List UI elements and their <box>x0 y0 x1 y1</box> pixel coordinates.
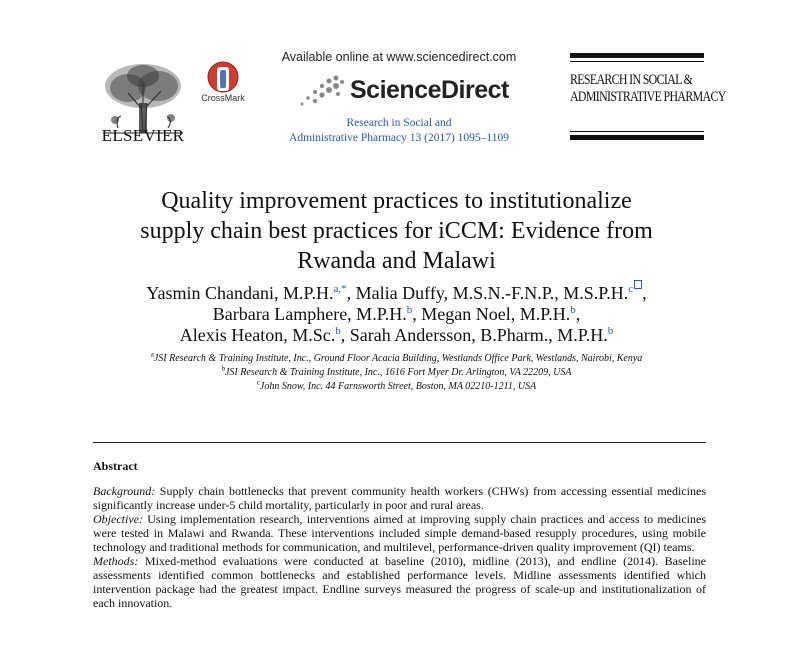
affiliation-item: $^a$JSI Research & Training Institute, Inc., Ground Floor Acacia Building, Westlands Office Park, Westlands, Nairobi, Kenya <box>150 350 643 364</box>
available-online-text[interactable]: Available online at www.sciencedirect.com <box>281 50 517 64</box>
journal-reference[interactable] <box>268 116 530 146</box>
abstract-heading: Abstract <box>93 459 138 473</box>
journal-masthead-title <box>570 72 726 106</box>
affiliation-list <box>60 352 733 394</box>
author-affil-link[interactable]: c <box>628 283 634 295</box>
author-affil-link[interactable]: b <box>607 325 614 337</box>
author-name: Yasmin Chandani, M.P.H. <box>146 283 334 303</box>
masthead-rule-top <box>570 53 704 58</box>
journal-ref-line2: Administrative Pharmacy 13 (2017) 1095–1109 <box>289 132 509 144</box>
affiliation-item: $^c$John Snow, Inc. 44 Farnsworth Street, Boston, MA 02210-1211, USA <box>256 378 537 392</box>
crossmark-label: CrossMark <box>201 93 245 103</box>
author-name: Barbara Lamphere, M.P.H. <box>212 304 407 324</box>
title-line-1: Quality improvement practices to institutionalize <box>161 188 632 214</box>
author-name: Megan Noel, M.P.H. <box>421 304 571 324</box>
publisher-name: ELSEVIER <box>101 126 185 145</box>
journal-masthead-line2: ADMINISTRATIVE PHARMACY <box>570 89 726 105</box>
abstract-methods: Methods: Mixed-method evaluations were conducted at baseline (2010), midline (2013), and endline (2014). Baseline assessments identified common bottlenecks and established performance levels. Midline assessments identified which intervention package had the greatest impact. Endline surveys measured the progress of scale-up and institutionalization of each innovation. <box>93 554 706 610</box>
author-affil-link[interactable]: b <box>335 325 341 337</box>
author-list: Yasmin Chandani, M.P.H.$^{a,*}$, Malia Duffy, M.S.N.-F.N.P., M.S.P.H.$^c$ , Barbara Lamphere, M.P.H.$^b$, Megan Noel, M.P.H.$^b$, Alexis Heaton, M.Sc.$^b$, Sarah Andersson, B.Pharm., M.P.H.$^b$ <box>60 283 733 346</box>
author-affil-link[interactable]: b <box>570 304 576 316</box>
section-divider <box>93 442 706 443</box>
masthead-rule-bottom-thin <box>570 131 704 132</box>
journal-masthead-line1: RESEARCH IN SOCIAL & <box>570 72 693 88</box>
abstract-background: Background: Supply chain bottlenecks that prevent community health workers (CHWs) from accessing essential medicines significantly increase under-5 child mortality, particularly in poor and rural areas. <box>93 484 706 512</box>
sciencedirect-wordmark: ScienceDirect <box>350 76 509 104</box>
abstract-objective: Objective: Using implementation research, interventions aimed at improving supply chain practices and access to medicines were tested in Malawi and Rwanda. These interventions included simple demand-based resupply procedures, using mobile technology and traditional methods for communication, and multilevel, performance-driven quality improvement (QI) teams. <box>93 512 707 554</box>
author-name: Malia Duffy, M.S.N.-F.N.P., M.S.P.H. <box>355 283 629 303</box>
title-line-3: Rwanda and Malawi <box>297 248 496 274</box>
email-icon[interactable] <box>634 280 642 289</box>
author-name: Alexis Heaton, M.Sc. <box>179 325 336 345</box>
affiliation-item: $^b$JSI Research & Training Institute, Inc., 1616 Fort Myer Dr. Arlington, VA 22209, USA <box>221 364 572 378</box>
article-title <box>60 186 733 276</box>
title-line-2: supply chain best practices for iCCM: Evidence from <box>140 218 653 244</box>
abstract-body <box>93 484 706 610</box>
masthead-rule-bottom <box>570 135 704 140</box>
author-affil-link[interactable]: b <box>406 304 413 316</box>
author-affil-link[interactable]: a,* <box>333 283 347 295</box>
journal-ref-line1: Research in Social and <box>346 117 452 129</box>
author-name: Sarah Andersson, B.Pharm., M.P.H. <box>349 325 608 345</box>
sciencedirect-dots-icon <box>296 72 346 112</box>
masthead-rule-top-thin <box>570 61 704 62</box>
